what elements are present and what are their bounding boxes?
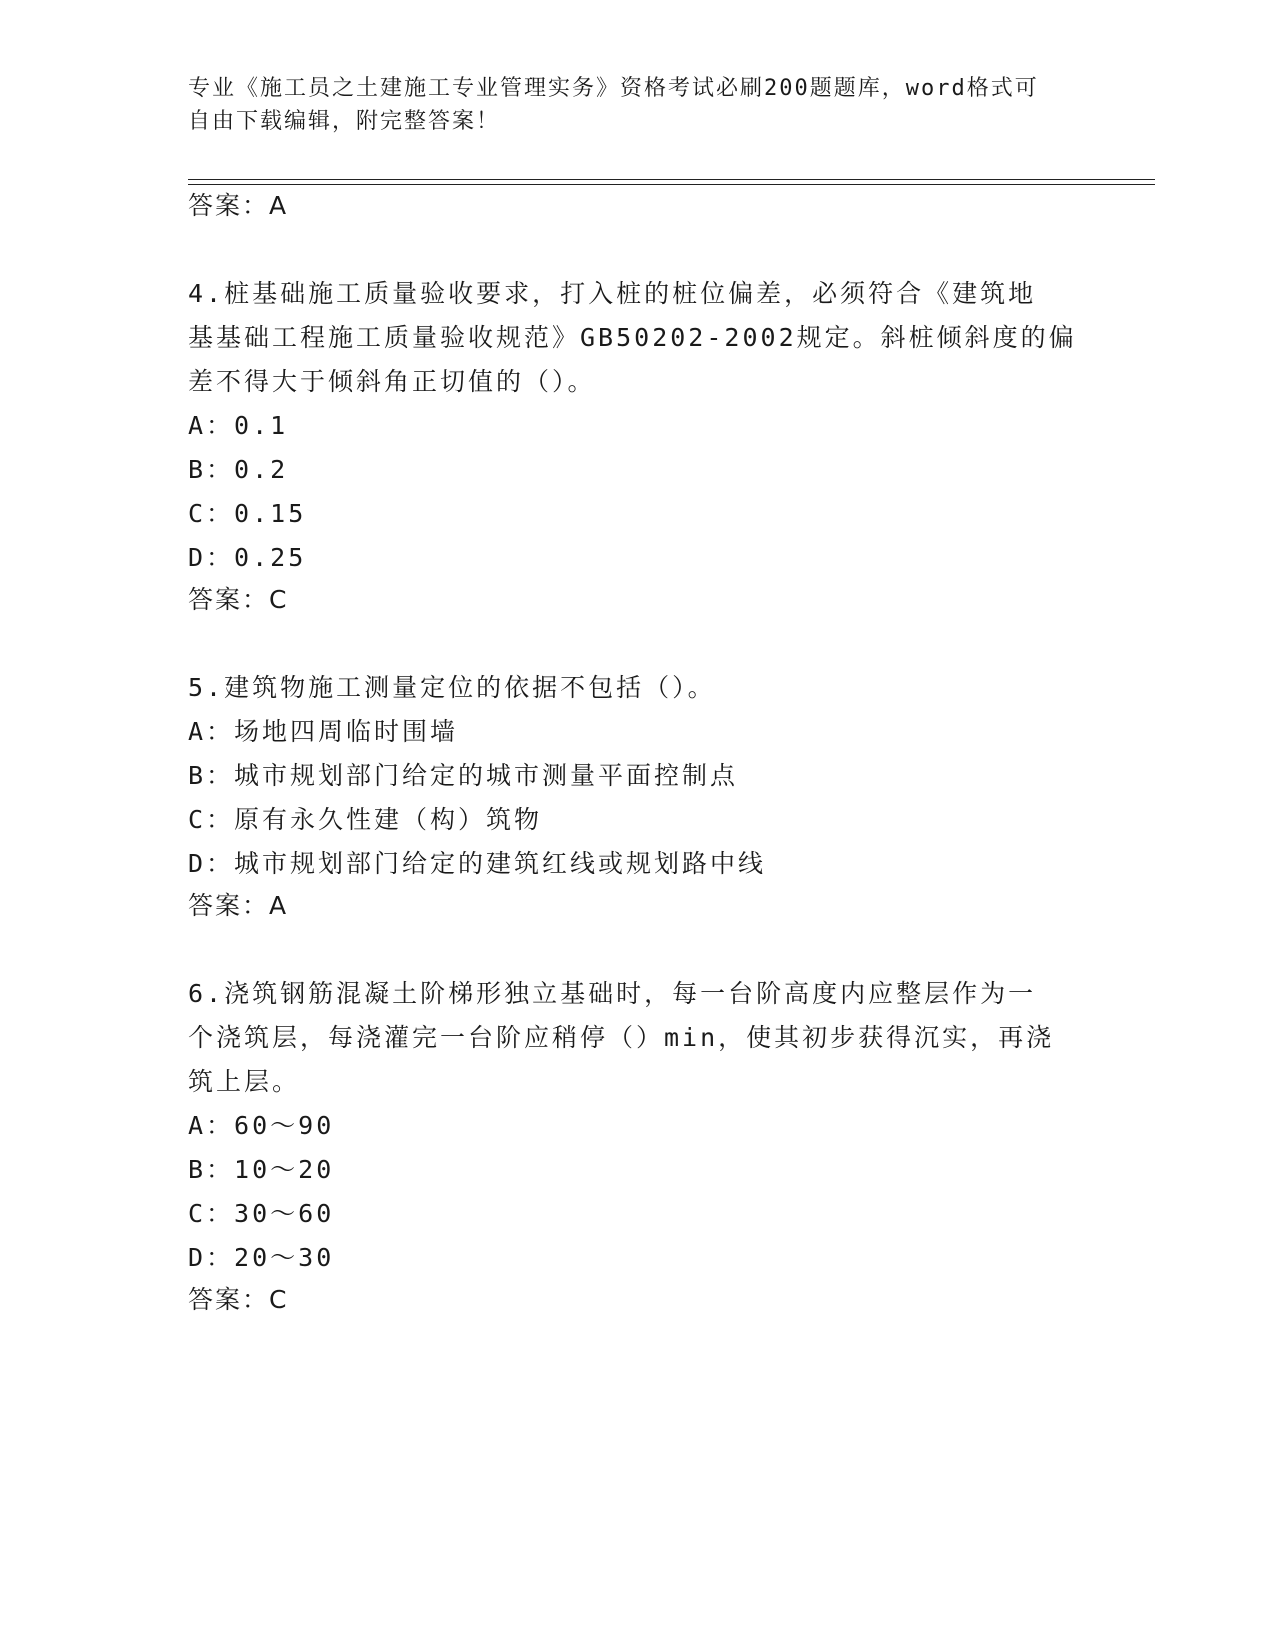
q4-option-c: C：0.15 bbox=[188, 499, 307, 528]
header-line-1: 专业《施工员之土建施工专业管理实务》资格考试必刷200题题库，word格式可 bbox=[188, 76, 1039, 101]
previous-question-answer: 答案：A bbox=[188, 191, 289, 220]
q5-option-c: C：原有永久性建（构）筑物 bbox=[188, 805, 543, 834]
q6-stem-line-1: 6.浇筑钢筋混凝土阶梯形独立基础时，每一台阶高度内应整层作为一 bbox=[188, 979, 1037, 1008]
q5-answer: 答案：A bbox=[188, 891, 289, 920]
q6-option-b: B：10～20 bbox=[188, 1155, 335, 1184]
q6-option-c: C：30～60 bbox=[188, 1199, 335, 1228]
q5-option-d: D：城市规划部门给定的建筑红线或规划路中线 bbox=[188, 849, 767, 878]
q6-stem-line-2: 个浇筑层，每浇灌完一台阶应稍停（）min，使其初步获得沉实，再浇 bbox=[188, 1023, 1055, 1052]
q4-option-d: D：0.25 bbox=[188, 543, 307, 572]
q5-stem-line-1: 5.建筑物施工测量定位的依据不包括（）。 bbox=[188, 673, 716, 702]
q4-answer: 答案：C bbox=[188, 585, 289, 614]
header-rule-top bbox=[188, 179, 1155, 180]
q6-stem-line-3: 筑上层。 bbox=[188, 1067, 301, 1096]
q4-stem-line-3: 差不得大于倾斜角正切值的（）。 bbox=[188, 367, 596, 396]
q6-option-d: D：20～30 bbox=[188, 1243, 335, 1272]
q6-answer: 答案：C bbox=[188, 1285, 289, 1314]
q4-stem-line-1: 4.桩基础施工质量验收要求，打入桩的桩位偏差，必须符合《建筑地 bbox=[188, 279, 1037, 308]
q5-option-a: A：场地四周临时围墙 bbox=[188, 717, 459, 746]
header-rule-bottom bbox=[188, 184, 1155, 185]
q4-stem-line-2: 基基础工程施工质量验收规范》GB50202-2002规定。斜桩倾斜度的偏 bbox=[188, 323, 1077, 352]
q4-option-a: A：0.1 bbox=[188, 411, 289, 440]
header-line-2: 自由下载编辑，附完整答案！ bbox=[188, 109, 501, 134]
document-header bbox=[188, 72, 1088, 138]
q4-option-b: B：0.2 bbox=[188, 455, 289, 484]
q6-option-a: A：60～90 bbox=[188, 1111, 335, 1140]
q5-option-b: B：城市规划部门给定的城市测量平面控制点 bbox=[188, 761, 739, 790]
